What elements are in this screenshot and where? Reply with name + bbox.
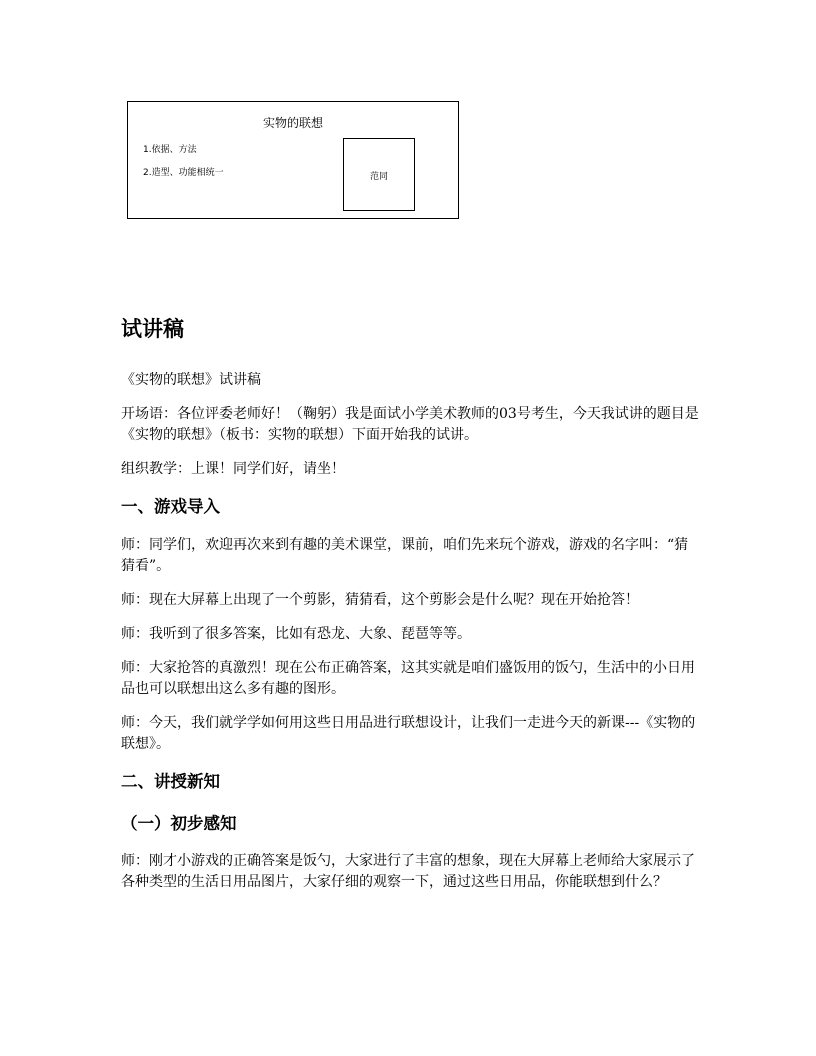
document-body	[121, 312, 701, 906]
board-box-label: 范同	[369, 172, 388, 182]
section1-paragraph: 师：今天，我们就学学如何用这些日用品进行联想设计，让我们一走进今天的新课---《实物的联想》。	[121, 715, 696, 752]
section1-paragraph: 师：大家抢答的真激烈！现在公布正确答案，这其实就是咱们盛饭用的饭勺，生活中的小日用品也可以联想出这么多有趣的图形。	[121, 660, 695, 697]
board-item-1: 1.依据、方法	[143, 145, 197, 155]
board-example-box	[343, 138, 415, 211]
document-subtitle: 《实物的联想》试讲稿	[121, 372, 261, 388]
subsection-heading-initial-perception: （一）初步感知	[121, 814, 237, 833]
subsection-paragraph: 师：刚才小游戏的正确答案是饭勺，大家进行了丰富的想象，现在大屏幕上老师给大家展示了各种类型的生活日用品图片，大家仔细的观察一下，通过这些日用品，你能联想到什么？	[121, 853, 695, 890]
blackboard-diagram	[127, 101, 459, 219]
section1-paragraph: 师：现在大屏幕上出现了一个剪影，猜猜看，这个剪影会是什么呢？现在开始抢答！	[121, 592, 639, 608]
board-title: 实物的联想	[262, 116, 323, 130]
board-item-2: 2.造型、功能相统一	[143, 168, 224, 178]
opening-paragraph: 开场语：各位评委老师好！（鞠躬）我是面试小学美术教师的03号考生，今天我试讲的题目是《实物的联想》（板书：实物的联想）下面开始我的试讲。	[121, 406, 699, 443]
section1-paragraph: 师：我听到了很多答案，比如有恐龙、大象、琵琶等等。	[121, 626, 471, 642]
organize-paragraph: 组织教学：上课！同学们好，请坐！	[121, 461, 345, 477]
section1-paragraph: 师：同学们，欢迎再次来到有趣的美术课堂，课前，咱们先来玩个游戏，游戏的名字叫：“猜猜看”。	[121, 537, 689, 574]
section-heading-new-knowledge: 二、讲授新知	[121, 772, 220, 791]
section-heading-game-intro: 一、游戏导入	[121, 497, 220, 516]
page-title: 试讲稿	[121, 317, 184, 341]
